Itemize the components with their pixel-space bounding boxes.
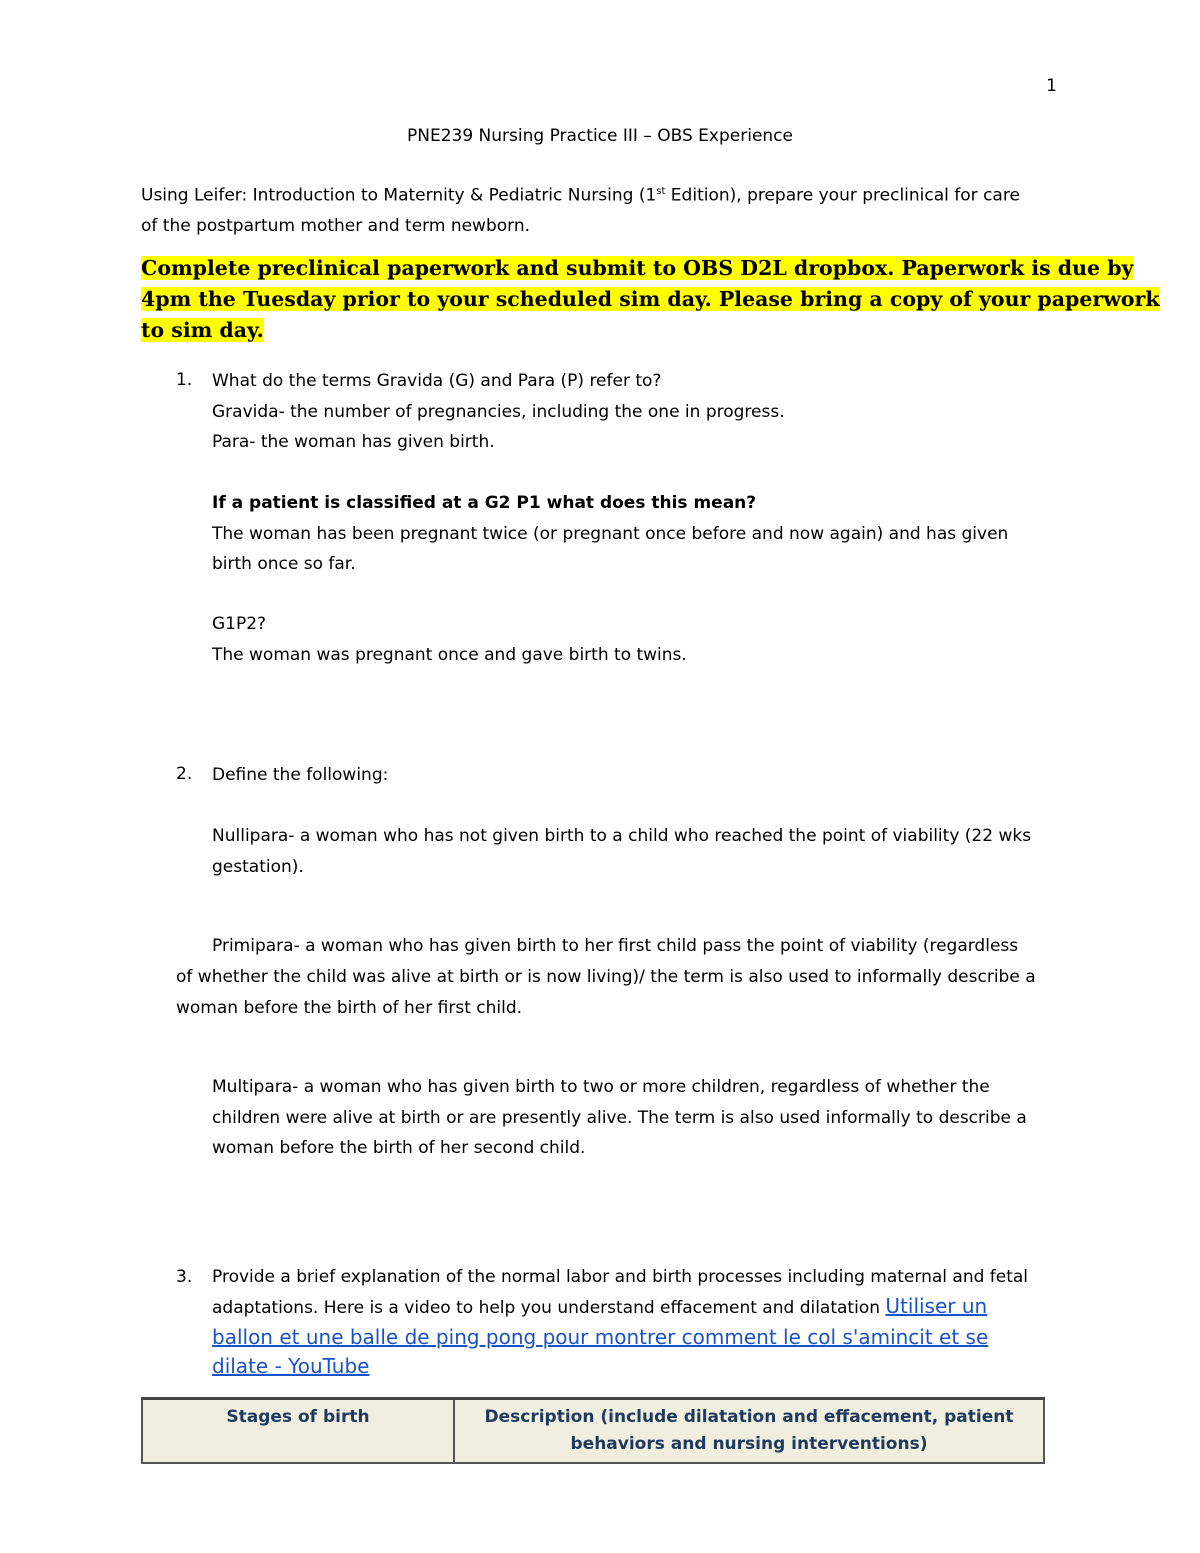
notice-line-1: Complete preclinical paperwork and submit to OBS D2L dropbox. Paperwork is due by [141,256,1134,280]
submission-notice [141,253,1160,346]
header-description: Description (include dilatation and effacement, patient behaviors and nursing interventions) [454,1399,1044,1464]
stages-table [141,1397,1045,1464]
q1-gravida-answer: Gravida- the number of pregnancies, including the one in progress. [212,401,785,422]
q1-sub-block [212,488,1008,580]
document-title: PNE239 Nursing Practice III – OBS Experience [407,126,793,146]
multipara-definition: Multipara- a woman who has given birth to two or more children, regardless of whether the children were alive at birth or are presently alive. The term is also used informally to describe a woman before the birth of her second child. [212,1077,1027,1158]
page-number: 1 [1046,76,1057,96]
primipara-continuation: of whether the child was alive at birth or is now living)/ the term is also used to informally describe a woman before the birth of her first child. [176,967,1036,1018]
q1-g1p2-label: G1P2? [212,614,267,634]
notice-line-2: 4pm the Tuesday prior to your scheduled sim day. Please bring a copy of your paperwork [141,287,1160,311]
intro-line-2: of the postpartum mother and term newborn. [141,215,531,236]
youtube-link-part-3[interactable]: dilate - YouTube [212,1354,370,1378]
q3-question-1: Provide a brief explanation of the normal labor and birth processes including maternal and fetal [212,1267,1029,1287]
q1-sub-question: If a patient is classified at a G2 P1 what does this mean? [212,493,757,513]
notice-line-3: to sim day. [141,318,264,342]
q1-para-answer: Para- the woman has given birth. [212,432,495,452]
youtube-link-part-2[interactable]: ballon et une balle de ping pong pour montrer comment le col s'amincit et se [212,1325,989,1349]
q1-g1p2-block [212,609,687,670]
intro-line-1: Using Leifer: Introduction to Maternity & Pediatric Nursing (1st Edition), prepare your preclinical for care [141,185,1020,206]
q2-number: 2. [176,764,193,784]
youtube-link-part-1[interactable]: Utiliser un [885,1294,988,1318]
nullipara-definition: Nullipara- a woman who has not given birth to a child who reached the point of viability (22 wks gestation). [212,826,1032,877]
q1-block [212,366,785,458]
stages-table-header-row [142,1399,1044,1464]
primipara-line-1: Primipara- a woman who has given birth to her first child pass the point of viability (regardless [212,936,1019,956]
q1-sub-answer-1: The woman has been pregnant twice (or pregnant once before and now again) and has given [212,523,1009,544]
q3-question-2: adaptations. Here is a video to help you understand effacement and dilatation Utiliser un [212,1294,988,1318]
q1-g1p2-answer: The woman was pregnant once and gave birth to twins. [212,644,687,665]
q1-number: 1. [176,370,193,390]
header-stages-of-birth: Stages of birth [142,1399,454,1464]
intro-paragraph [141,177,1020,241]
q1-question: What do the terms Gravida (G) and Para (P) refer to? [212,371,662,391]
q1-sub-answer-2: birth once so far. [212,554,356,574]
q2-question: Define the following: [212,765,389,785]
q3-number: 3. [176,1267,193,1287]
q3-block [212,1263,1028,1381]
